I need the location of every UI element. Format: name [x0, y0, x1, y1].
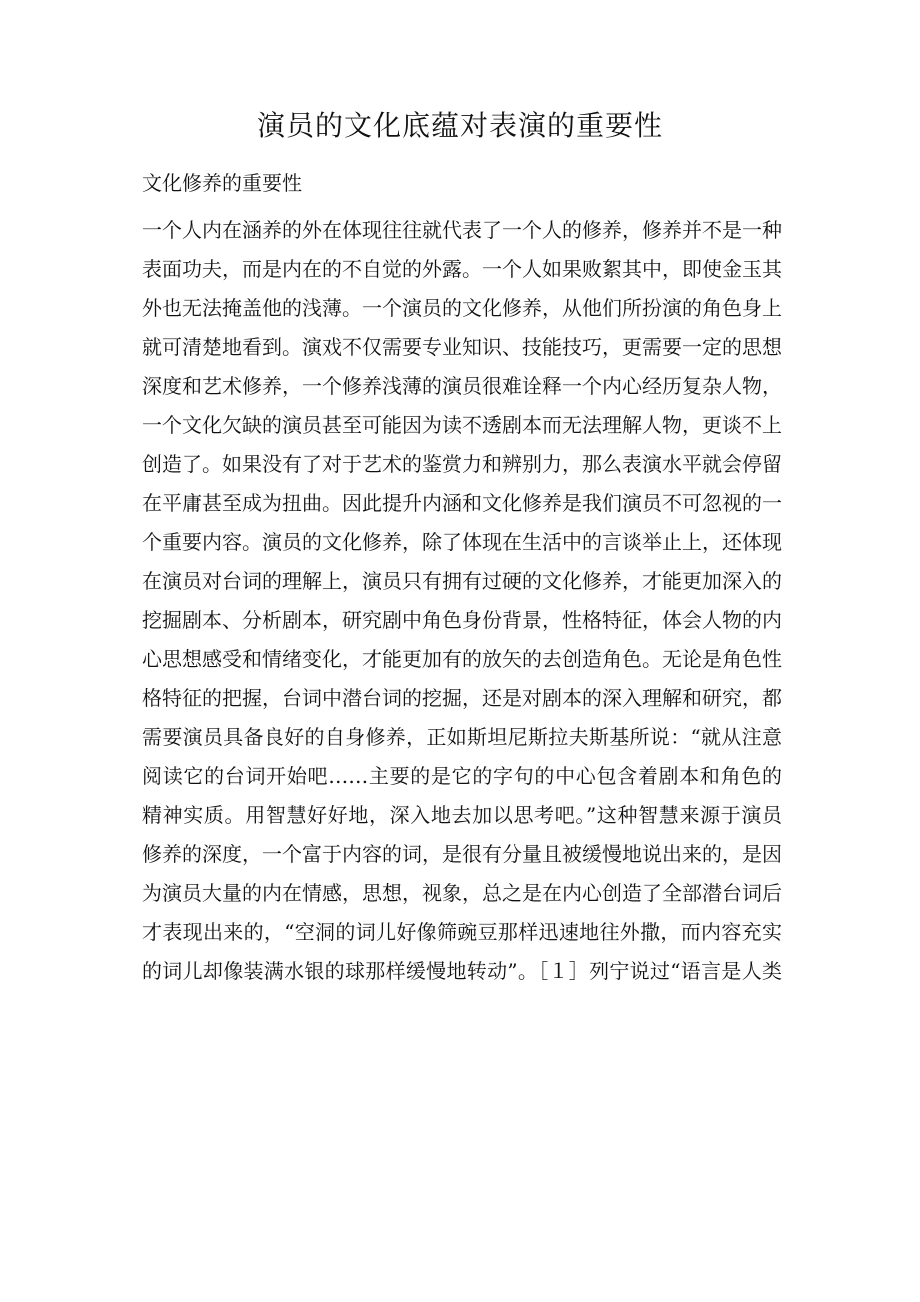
paragraph-line: 在演员对台词的理解上，演员只有拥有过硬的文化修养，才能更加深入的 — [142, 569, 782, 593]
paragraph-line: 深度和艺术修养，一个修养浅薄的演员很难诠释一个内心经历复杂人物， — [142, 374, 782, 398]
document-title: 演员的文化底蕴对表演的重要性 — [256, 109, 663, 142]
paragraph-line: 挖掘剧本、分析剧本，研究剧中角色身份背景，性格特征，体会人物的内 — [142, 608, 782, 632]
paragraph-line: 的词儿却像装满水银的球那样缓慢地转动”。［１］列宁说过“语言是人类 — [142, 959, 782, 983]
paragraph-line: 一个文化欠缺的演员甚至可能因为读不透剧本而无法理解人物，更谈不上 — [142, 413, 782, 437]
paragraph-line: 需要演员具备良好的自身修养，正如斯坦尼斯拉夫斯基所说：“就从注意 — [142, 725, 782, 749]
paragraph-line: 阅读它的台词开始吧……主要的是它的字句的中心包含着剧本和角色的 — [142, 764, 782, 788]
paragraph-line: 才表现出来的，“空洞的词儿好像筛豌豆那样迅速地往外撒，而内容充实 — [142, 920, 782, 944]
paragraph-line: 表面功夫，而是内在的不自觉的外露。一个人如果败絮其中，即使金玉其 — [142, 257, 782, 281]
paragraph-line: 格特征的把握，台词中潜台词的挖掘，还是对剧本的深入理解和研究，都 — [142, 686, 782, 710]
paragraph-line: 精神实质。用智慧好好地，深入地去加以思考吧。”这种智慧来源于演员 — [142, 803, 782, 827]
paragraph-line: 个重要内容。演员的文化修养，除了体现在生活中的言谈举止上，还体现 — [142, 530, 782, 554]
paragraph-line: 一个人内在涵养的外在体现往往就代表了一个人的修养，修养并不是一种 — [142, 218, 782, 242]
section-heading: 文化修养的重要性 — [142, 171, 302, 195]
paragraph-line: 修养的深度，一个富于内容的词，是很有分量且被缓慢地说出来的，是因 — [142, 842, 782, 866]
paragraph-line: 就可清楚地看到。演戏不仅需要专业知识、技能技巧，更需要一定的思想 — [142, 335, 782, 359]
paragraph-line: 创造了。如果没有了对于艺术的鉴赏力和辨别力，那么表演水平就会停留 — [142, 452, 782, 476]
paragraph-line: 为演员大量的内在情感，思想，视象，总之是在内心创造了全部潜台词后 — [142, 881, 782, 905]
paragraph-line: 外也无法掩盖他的浅薄。一个演员的文化修养，从他们所扮演的角色身上 — [142, 296, 782, 320]
paragraph-line: 在平庸甚至成为扭曲。因此提升内涵和文化修养是我们演员不可忽视的一 — [142, 491, 782, 515]
paragraph-line: 心思想感受和情绪变化，才能更加有的放矢的去创造角色。无论是角色性 — [142, 647, 782, 671]
body-paragraph — [142, 211, 782, 991]
